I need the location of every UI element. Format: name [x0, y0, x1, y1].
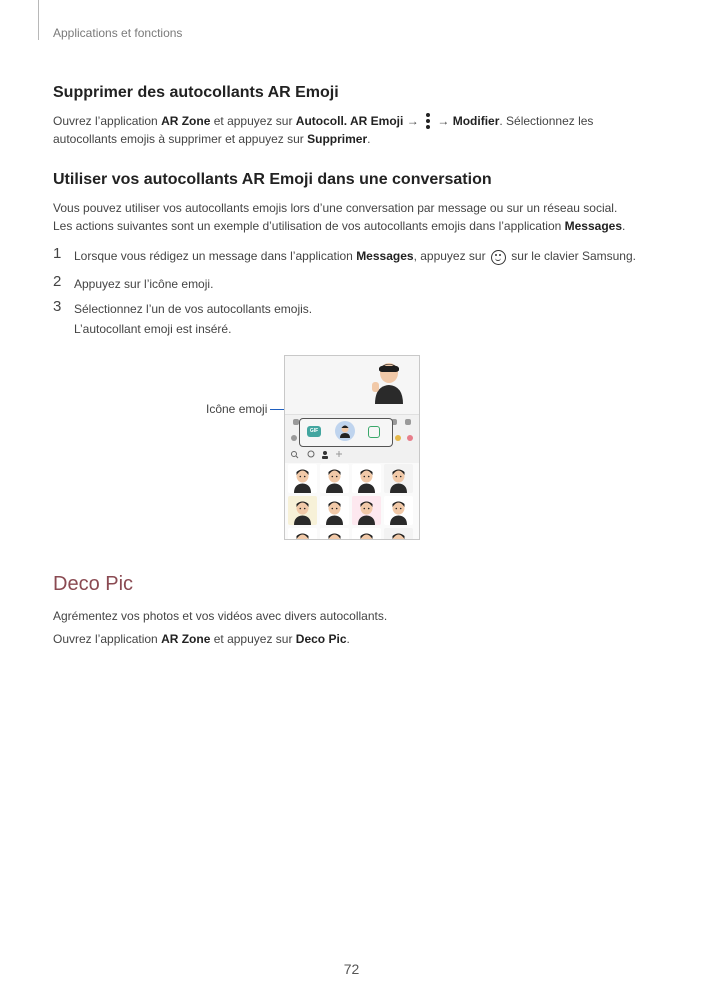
emoji-smiley-icon	[491, 250, 506, 265]
step-2-text: Appuyez sur l’icône emoji.	[74, 277, 214, 291]
emoji-icon-callout: Icône emoji	[206, 402, 268, 416]
sticker-thumbnail[interactable]	[352, 464, 381, 493]
sticker-thumbnail[interactable]	[288, 528, 317, 540]
sticker-thumbnail[interactable]	[384, 528, 413, 540]
step-3-result: L’autocollant emoji est inséré.	[74, 322, 232, 336]
sticker-thumbnail[interactable]	[320, 528, 349, 540]
sticker-thumbnail[interactable]	[384, 464, 413, 493]
deco-pic-title: Deco Pic	[53, 573, 134, 595]
phone-screenshot	[284, 355, 420, 540]
page-number: 72	[343, 961, 360, 977]
sticker-thumbnail[interactable]	[352, 496, 381, 525]
gif-button[interactable]: GIF	[307, 426, 321, 437]
deco-pic-option: Deco Pic	[295, 632, 347, 646]
deco-pic-paragraph-2: Ouvrez l’application AR Zone et appuyez sur Deco Pic.	[53, 632, 350, 646]
sticker-thumbnail[interactable]	[320, 496, 349, 525]
sticker-button[interactable]	[368, 426, 380, 438]
deco-pic-paragraph-1: Agrémentez vos photos et vos vidéos avec divers autocollants.	[53, 609, 388, 623]
sticker-thumbnail[interactable]	[352, 528, 381, 540]
sent-emoji-sticker	[371, 360, 407, 404]
sticker-thumbnail[interactable]	[288, 464, 317, 493]
chat-area	[285, 356, 419, 414]
sticker-thumbnail[interactable]	[288, 496, 317, 525]
use-stickers-paragraph: Vous pouvez utiliser vos autocollants emojis lors d’une conversation par message ou sur un réseau social. Les actions suivantes sont un exemple d’utilisation de vos autocollants emojis dans l’application Messages.	[53, 201, 626, 233]
delete-stickers-heading: Supprimer des autocollants AR Emoji	[53, 84, 339, 101]
avatar-icon	[335, 421, 355, 441]
more-options-icon	[424, 112, 432, 130]
ar-zone-app: AR Zone	[161, 114, 211, 128]
sticker-thumbnail[interactable]	[384, 496, 413, 525]
header-rule	[38, 0, 39, 40]
delete-option: Supprimer	[307, 132, 368, 146]
running-header: Applications et fonctions	[53, 26, 183, 40]
sticker-thumbnail[interactable]	[320, 464, 349, 493]
modify-option: Modifier	[452, 114, 500, 128]
step-1-text: Lorsque vous rédigez un message dans l’application Messages, appuyez sur sur le clavier Samsung.	[74, 249, 636, 263]
ar-zone-app: AR Zone	[161, 632, 211, 646]
sticker-category-row	[285, 448, 419, 462]
step-3-text: Sélectionnez l’un de vos autocollants emojis.	[74, 302, 313, 316]
ar-emoji-button[interactable]	[335, 421, 355, 441]
messages-app: Messages	[564, 219, 623, 233]
delete-stickers-paragraph: Ouvrez l’application AR Zone et appuyez sur Autocoll. AR Emoji → → Modifier. Sélectionnez les autocollants emojis à supprimer et appuyez sur Supprimer.	[53, 114, 594, 146]
ar-emoji-stickers-menu: Autocoll. AR Emoji	[295, 114, 404, 128]
use-stickers-heading: Utiliser vos autocollants AR Emoji dans une conversation	[53, 171, 492, 188]
